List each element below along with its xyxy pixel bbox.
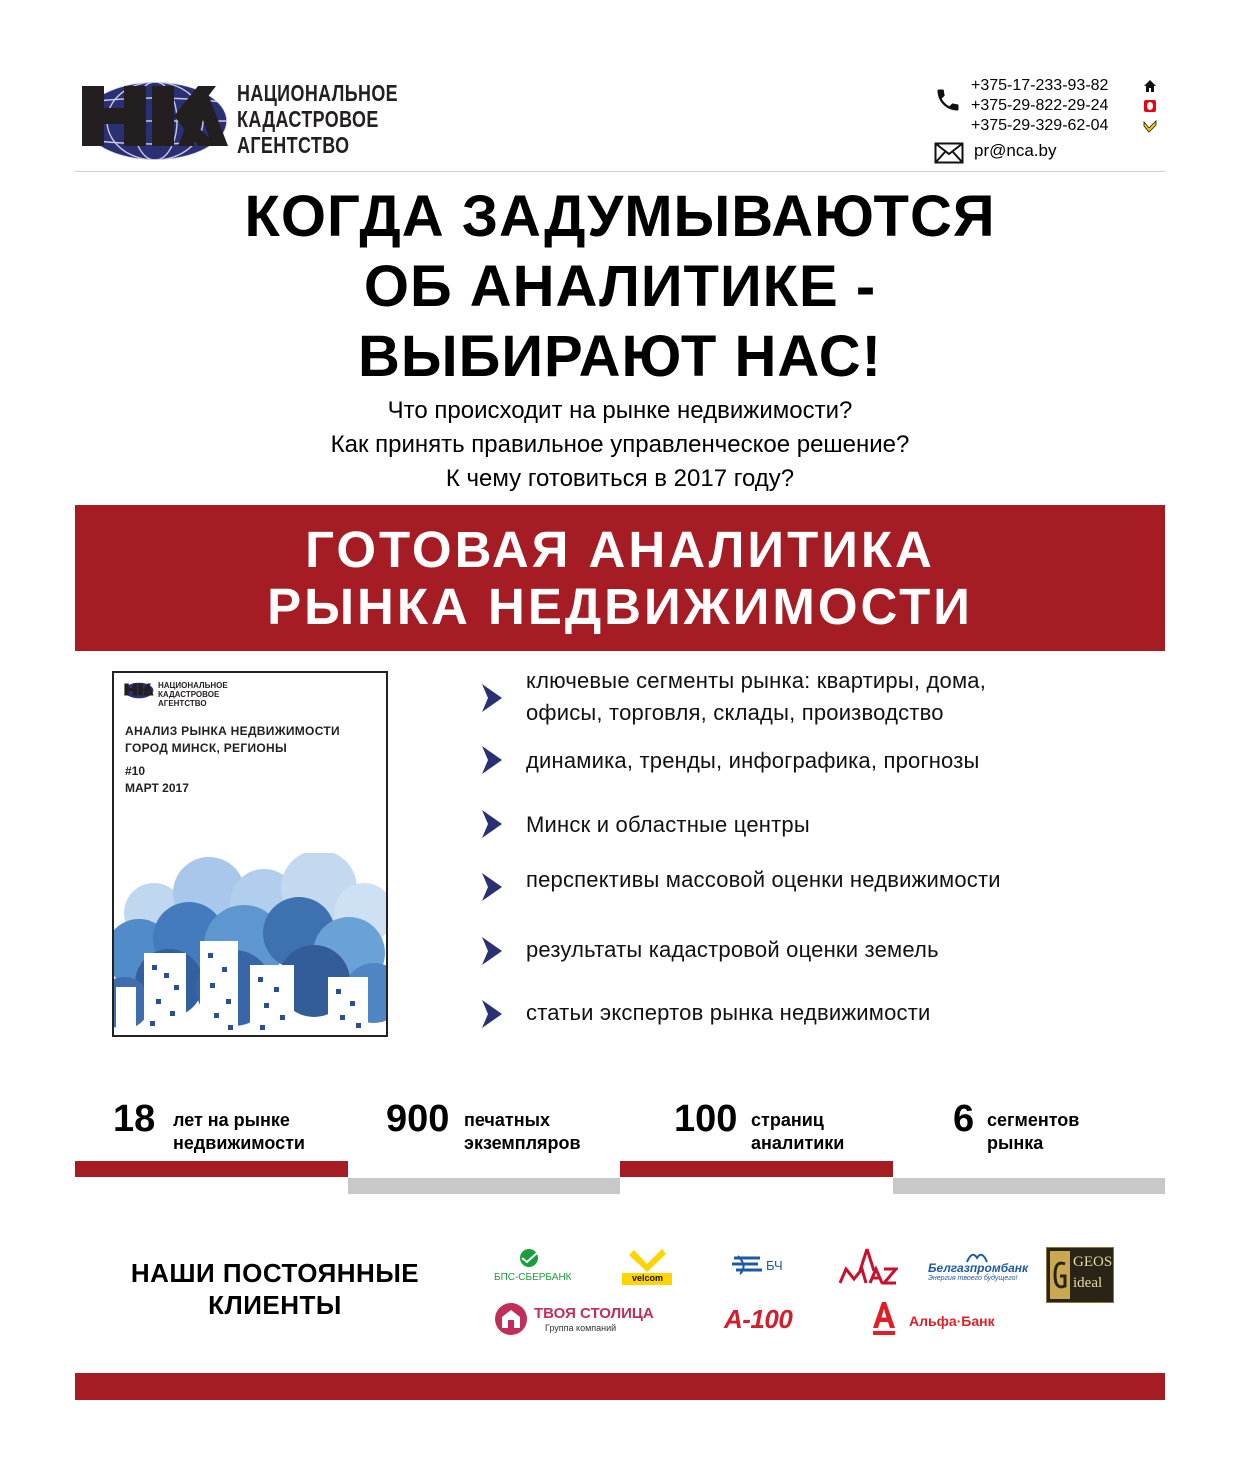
phone-row[interactable] (971, 116, 1108, 136)
chevron-right-icon (480, 683, 504, 713)
chevron-right-icon (480, 745, 504, 775)
feature-text: Минск и областные центры (526, 812, 810, 837)
cover-agency-line: АГЕНТСТВО (158, 699, 207, 708)
home-icon (1143, 79, 1157, 93)
stat-bar-red (620, 1161, 893, 1177)
client-logo-tvoya-stolitsa (494, 1302, 684, 1338)
cover-title-line: ГОРОД МИНСК, РЕГИОНЫ (125, 741, 288, 755)
chevron-right-icon (480, 936, 504, 966)
feature-text: перспективы массовой оценки недвижимости (526, 867, 1001, 892)
stat-years (75, 1095, 348, 1155)
maz-logo-icon (836, 1247, 898, 1287)
clients-title (90, 1257, 460, 1321)
headline-line: ОБ АНАЛИТИКЕ - (363, 254, 877, 319)
client-logo-belgazprombank (928, 1250, 1028, 1286)
stat-bar-gray (348, 1178, 620, 1194)
phone-row[interactable] (971, 96, 1108, 116)
client-logo-geos-ideal (1046, 1247, 1114, 1303)
phone-number[interactable]: +375-17-233-93-82 (971, 77, 1109, 94)
agency-name-line: КАДАСТРОВОЕ (237, 106, 379, 132)
cover-logo-icon (124, 682, 154, 699)
stat-label (464, 1109, 581, 1155)
phone-row[interactable] (971, 76, 1108, 96)
stat-number: 18 (113, 1098, 156, 1140)
stat-label-line: недвижимости (173, 1133, 305, 1153)
mail-icon (934, 142, 964, 164)
cover-issue-number: #10 (125, 764, 146, 778)
geos-letter-icon (1049, 1250, 1071, 1300)
stat-label (751, 1109, 844, 1155)
client-name: Белгазпромбанк (928, 1261, 1029, 1275)
feature-text: офисы, торговля, склады, производство (526, 700, 944, 725)
client-name: Альфа·Банк (909, 1313, 995, 1329)
clients-title-line: КЛИЕНТЫ (208, 1290, 342, 1320)
railway-logo-icon (730, 1252, 764, 1278)
client-name: ТВОЯ СТОЛИЦА (534, 1305, 654, 1322)
banner-line: ГОТОВАЯ АНАЛИТИКА (305, 521, 935, 578)
feature-text: статьи экспертов рынка недвижимости (526, 1000, 931, 1025)
client-name: GEOS ideal (1073, 1254, 1113, 1291)
nca-logo (80, 80, 440, 162)
stat-label-line: рынка (987, 1133, 1044, 1153)
cover-title (125, 723, 340, 757)
phone-number[interactable]: +375-29-329-62-04 (971, 117, 1109, 134)
cover-title-line: АНАЛИЗ РЫНКА НЕДВИЖИМОСТИ (125, 724, 340, 738)
stat-label (173, 1109, 305, 1155)
stat-label-line: лет на рынке (173, 1110, 290, 1130)
client-logo-maz (836, 1247, 898, 1287)
client-logo-alfa-bank (871, 1300, 1011, 1340)
questions (100, 394, 1140, 496)
agency-name-line: АГЕНТСТВО (237, 132, 350, 158)
analytics-banner (75, 505, 1165, 651)
phone-icon (934, 86, 962, 114)
headline (100, 182, 1140, 392)
tvoya-stolitsa-house-icon (494, 1302, 528, 1336)
phone-list (971, 76, 1108, 136)
email-link[interactable]: pr@nca.by (974, 141, 1057, 160)
client-name: А-100 (724, 1304, 793, 1334)
velcom-icon (1143, 119, 1157, 133)
agency-name (237, 80, 398, 158)
cover-issue (125, 763, 189, 797)
stat-pages (620, 1095, 893, 1155)
phone-number[interactable]: +375-29-822-29-24 (971, 97, 1109, 114)
chevron-right-icon (480, 872, 504, 902)
cover-agency-line: НАЦИОНАЛЬНОЕ (158, 681, 228, 690)
stat-segments (893, 1095, 1165, 1155)
client-tagline: Группа компаний (545, 1323, 617, 1333)
agency-name-line: НАЦИОНАЛЬНОЕ (237, 80, 399, 106)
alfa-bank-a-icon (871, 1300, 897, 1338)
question-line: К чему готовиться в 2017 году? (445, 465, 795, 492)
question-line: Что происходит на рынке недвижимости? (387, 397, 853, 424)
report-cover (112, 671, 388, 1037)
feature-text: динамика, тренды, инфографика, прогнозы (526, 748, 980, 773)
nca-globe-icon (80, 80, 230, 162)
client-name: БПС-СБЕРБАНК (494, 1272, 572, 1283)
cover-agency-name (158, 681, 228, 708)
clients-title-line: НАШИ ПОСТОЯННЫЕ (130, 1258, 420, 1288)
stat-number: 6 (953, 1098, 975, 1140)
client-logo-bch (730, 1252, 790, 1280)
client-logo-bps-sberbank (494, 1247, 584, 1287)
footer-bar (75, 1373, 1165, 1400)
headline-line: ВЫБИРАЮТ НАС! (358, 324, 882, 389)
header-divider (75, 171, 1165, 172)
cover-issue-date: МАРТ 2017 (125, 781, 189, 795)
cover-agency-line: КАДАСТРОВОЕ (158, 690, 220, 699)
feature-text: ключевые сегменты рынка: квартиры, дома, (526, 668, 987, 693)
stat-label-line: экземпляров (464, 1133, 581, 1153)
cityscape-illustration (114, 853, 386, 1037)
contacts-block (930, 74, 1170, 166)
banner-line: РЫНКА НЕДВИЖИМОСТИ (267, 578, 973, 635)
question-line: Как принять правильное управленческое решение? (330, 431, 910, 458)
stat-label (987, 1109, 1079, 1155)
feature-text: результаты кадастровой оценки земель (526, 937, 939, 962)
mts-icon (1143, 99, 1157, 113)
stat-bar-red (75, 1161, 348, 1177)
stat-copies (348, 1095, 620, 1155)
stat-bar-gray (893, 1178, 1165, 1194)
client-tagline: Энергия твоего будущего! (928, 1275, 1018, 1282)
stat-label-line: печатных (464, 1110, 550, 1130)
chevron-right-icon (480, 999, 504, 1029)
stat-label-line: страниц (751, 1110, 824, 1130)
client-name: velcom (632, 1273, 664, 1283)
client-name: БЧ (766, 1258, 783, 1273)
chevron-right-icon (480, 809, 504, 839)
client-logo-a100 (724, 1304, 834, 1334)
stat-label-line: аналитики (751, 1133, 845, 1153)
stat-number: 900 (386, 1098, 450, 1140)
stat-label-line: сегментов (987, 1110, 1080, 1130)
headline-line: КОГДА ЗАДУМЫВАЮТСЯ (244, 184, 996, 249)
stat-number: 100 (674, 1098, 738, 1140)
client-logo-velcom (620, 1248, 674, 1286)
